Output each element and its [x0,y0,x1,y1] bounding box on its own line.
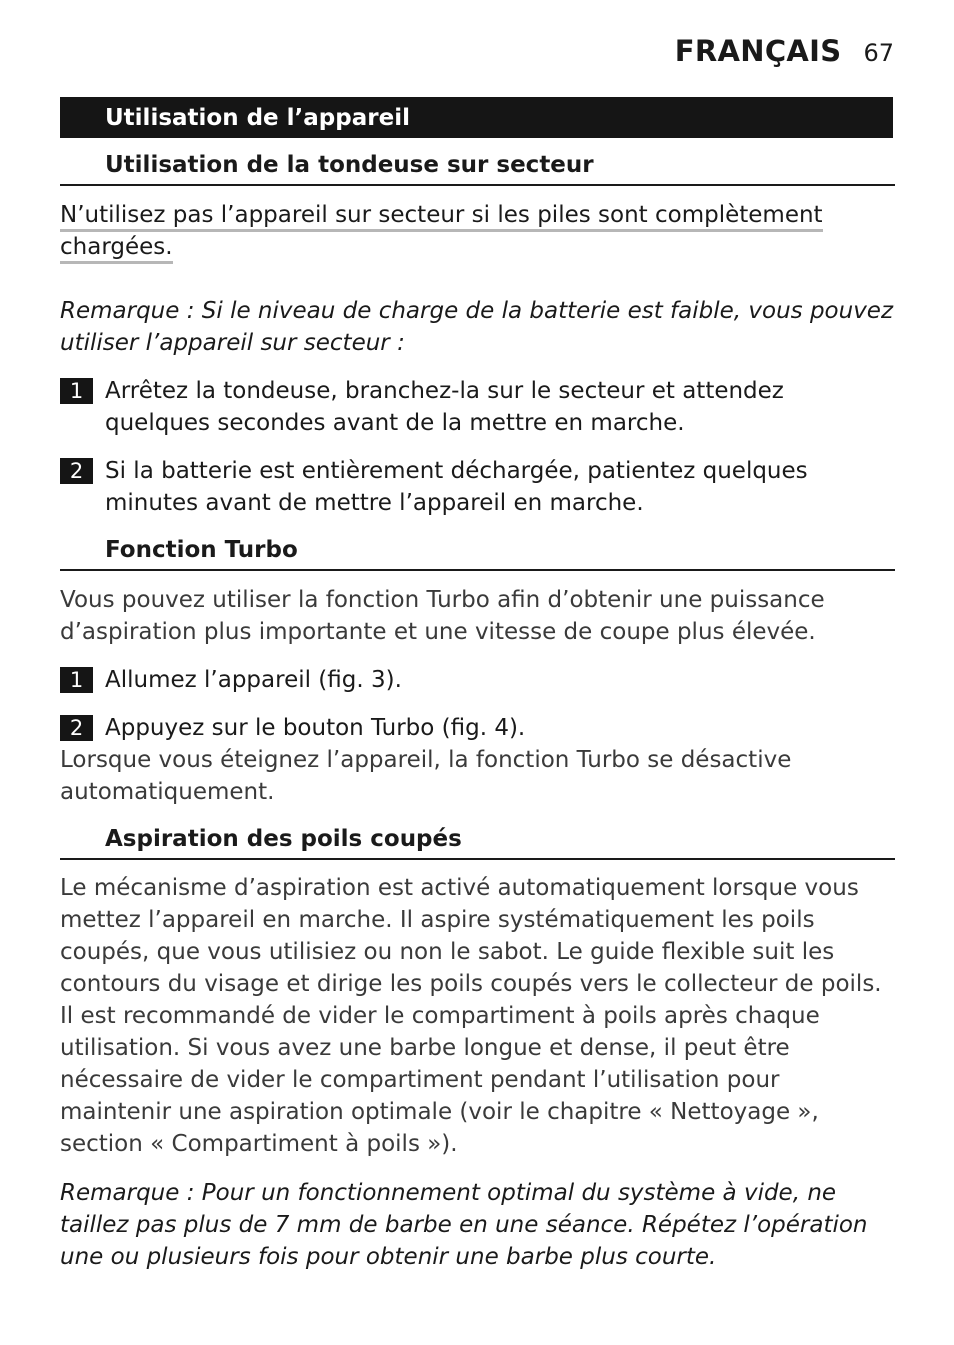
turbo-intro: Vous pouvez utiliser la fonction Turbo afin d’obtenir une puissance d’aspiration plus importante et une vitesse de coupe plus élevée. [60,587,825,645]
suction-paragraph-1: Le mécanisme d’aspiration est activé automatiquement lorsque vous mettez l’appareil en marche. Il aspire systématiquement les poils coupés, que vous utilisiez ou non le sabot. Le guide flexible suit les contours du visage et dirige les poils coupés vers le collecteur de poils. [60,875,882,997]
turbo-auto-off: Lorsque vous éteignez l’appareil, la fonction Turbo se désactive automatiquement. [60,747,792,805]
subheading-mains-use: Utilisation de la tondeuse sur secteur [60,150,895,186]
step-1-turbo [60,664,895,696]
step-2-turbo [60,712,895,744]
step-text: Allumez l’appareil (fig. 3). [105,667,402,693]
section-title: Utilisation de l’appareil [60,97,893,138]
step-text: Arrêtez la tondeuse, branchez-la sur le secteur et attendez quelques secondes avant de la mettre en marche. [105,378,784,436]
suction-paragraph-2: Il est recommandé de vider le compartiment à poils après chaque utilisation. Si vous avez une barbe longue et dense, il peut être nécessaire de vider le compartiment pendant l’utilisation pour maintenir une aspiration optimale (voir le chapitre « Nettoyage », section « Compartiment à poils »). [60,1003,820,1157]
page-header [675,34,894,68]
warning-underlined: N’utilisez pas l’appareil sur secteur si les piles sont complètement chargées. [60,202,823,264]
language-label: FRANÇAIS [674,34,842,68]
page-number: 67 [863,39,894,67]
subheading-suction: Aspiration des poils coupés [60,824,895,860]
step-2-mains [60,455,895,519]
step-number-badge: 2 [60,458,93,484]
step-text: Si la batterie est entièrement déchargée, patientez quelques minutes avant de mettre l’appareil en marche. [105,458,808,516]
step-number-badge: 2 [60,715,93,741]
note-vacuum: Remarque : Pour un fonctionnement optimal du système à vide, ne taillez pas plus de 7 mm de barbe en une séance. Répétez l’opération une ou plusieurs fois pour obtenir une barbe plus courte. [60,1180,868,1270]
step-text: Appuyez sur le bouton Turbo (fig. 4). [105,715,526,741]
step-1-mains [60,375,895,439]
step-number-badge: 1 [60,667,93,693]
subheading-turbo: Fonction Turbo [60,535,895,571]
note-low-battery: Remarque : Si le niveau de charge de la batterie est faible, vous pouvez utiliser l’appareil sur secteur : [60,298,894,356]
warning-text [60,199,850,263]
step-number-badge: 1 [60,378,93,404]
